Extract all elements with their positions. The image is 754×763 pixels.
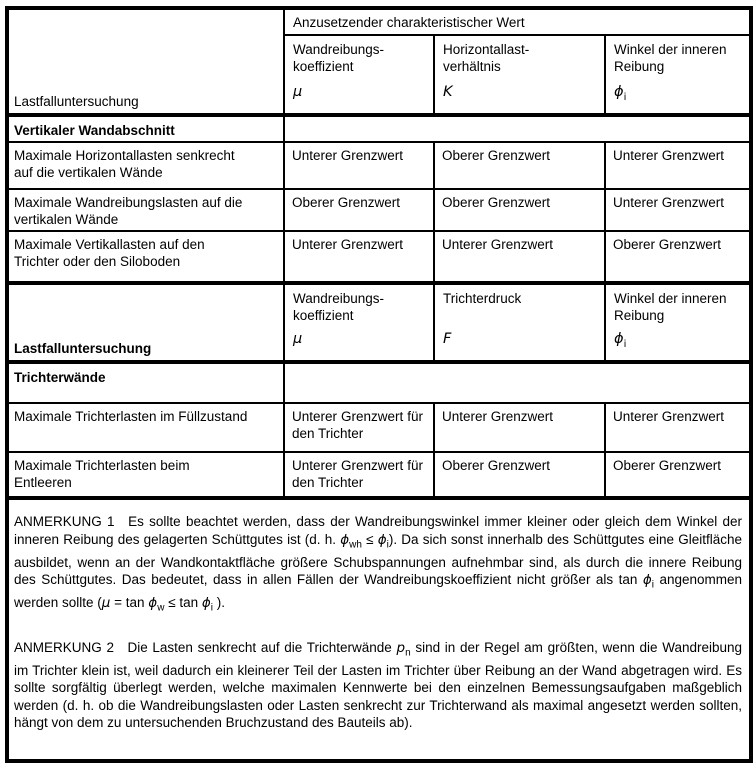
cell-value: Oberer Grenzwert	[605, 452, 751, 498]
notes-row	[7, 498, 751, 761]
section-title-vertical-wall: Vertikaler Wandabschnitt	[7, 115, 284, 142]
column-header-winkel-innere-reibung	[605, 35, 751, 115]
cell-value: Unterer Grenzwert	[434, 231, 605, 283]
notes-cell	[7, 498, 751, 761]
load-case-table	[5, 6, 753, 763]
group-title: Anzusetzender charakteristischer Wert	[284, 8, 751, 35]
column-header-wandreibungskoeffizient	[284, 35, 434, 115]
column-header-line: Wandreibungs-	[293, 42, 385, 57]
cell-value: Unterer Grenzwert	[434, 403, 605, 452]
column-header-line: Winkel der inneren	[614, 291, 727, 306]
table-row	[7, 452, 751, 498]
cell-value: Unterer Grenzwert für den Trichter	[284, 452, 434, 498]
cell-value: Unterer Grenzwert	[284, 231, 434, 283]
column-header-line: Trichterdruck	[443, 291, 522, 306]
column-header-line: koeffizient	[293, 308, 354, 323]
column-header-line: verhältnis	[443, 59, 501, 74]
header-row-columns-2	[7, 283, 751, 362]
cell-value: Oberer Grenzwert	[434, 189, 605, 231]
section-empty-cell	[284, 115, 751, 142]
symbol-F: F	[443, 331, 452, 348]
column-header-wandreibungskoeffizient-2	[284, 283, 434, 362]
section-row-hopper-walls	[7, 362, 751, 403]
table-row	[7, 231, 751, 283]
cell-value: Oberer Grenzwert	[434, 142, 605, 189]
row-label: Maximale Horizontallasten senkrecht auf die vertikalen Wände	[7, 142, 284, 189]
column-header-line: Reibung	[614, 59, 665, 74]
symbol-mu: μ	[293, 331, 303, 348]
symbol-K: K	[443, 84, 453, 101]
column-header-line: koeffizient	[293, 59, 354, 74]
row-axis-label-1: Lastfalluntersuchung	[7, 8, 284, 115]
section-empty-cell	[284, 362, 751, 403]
row-label: Maximale Vertikallasten auf den Trichter oder den Siloboden	[7, 231, 284, 283]
note-1: ANMERKUNG 1 Es sollte beachtet werden, dass der Wandreibungswinkel immer kleiner oder gleich dem Winkel der inneren Reibung des gelagerten Schüttgutes ist (d. h. $\phi_{wh} \le \phi_i$). Da sich sonst innerhalb des Schüttgutes eine Gleitfläche ausbildet, wenn an der Wandkontaktfläche größere Schubspannungen aufnehmbar sind, als durch die innere Reibung des Schüttgutes. Das bedeutet, dass in allen Fällen der Wandreibungskoeffizient nicht größer als $\tan \phi_i$ angenommen werden sollte ($\mu = \tan \phi_w \le \tan \phi_i$ ).	[14, 514, 743, 615]
cell-value: Oberer Grenzwert	[434, 452, 605, 498]
symbol-phi-i: $\phi_i$	[614, 84, 627, 103]
column-header-line: Winkel der inneren	[614, 42, 727, 57]
table-row	[7, 403, 751, 452]
row-axis-label-2: Lastfalluntersuchung	[7, 283, 284, 362]
table-row	[7, 189, 751, 231]
note-2: ANMERKUNG 2 Die Lasten senkrecht auf die Trichterwände $p_n$ sind in der Regel am größten, wenn die Wandreibung im Trichter klein ist, weil dadurch ein kleinerer Teil der Lasten im Trichter über Reibung an der Wand abgetragen wird. Es sollte sorgfältig überlegt werden, welche maximalen Kennwerte bei den einzelnen Bemessungsaufgaben maßgeblich werden (d. h. ob die Wandreibungslasten oder Lasten senkrecht zur Trichterwand als maximal angesetzt werden sollten, hängt von dem zu untersuchenden Bruchzustand des Bauteils ab).	[14, 639, 743, 731]
column-header-winkel-innere-reibung-2	[605, 283, 751, 362]
cell-value: Unterer Grenzwert	[605, 189, 751, 231]
section-title-hopper-walls: Trichterwände	[7, 362, 284, 403]
column-header-line: Horizontallast-	[443, 42, 530, 57]
row-label: Maximale Wandreibungslasten auf die vertikalen Wände	[7, 189, 284, 231]
row-label: Maximale Trichterlasten im Füllzustand	[7, 403, 284, 452]
column-header-horizontallastverhaeltnis	[434, 35, 605, 115]
cell-value: Oberer Grenzwert	[605, 231, 751, 283]
column-header-line: Wandreibungs-	[293, 291, 385, 306]
column-header-line: Reibung	[614, 308, 665, 323]
cell-value: Unterer Grenzwert	[605, 403, 751, 452]
header-row-group	[7, 8, 751, 35]
row-label: Maximale Trichterlasten beim Entleeren	[7, 452, 284, 498]
cell-value: Unterer Grenzwert	[284, 142, 434, 189]
symbol-mu: μ	[293, 84, 303, 101]
column-header-trichterdruck	[434, 283, 605, 362]
section-row-vertical-wall	[7, 115, 751, 142]
cell-value: Unterer Grenzwert für den Trichter	[284, 403, 434, 452]
symbol-phi-i: $\phi_i$	[614, 331, 627, 350]
table-row	[7, 142, 751, 189]
cell-value: Oberer Grenzwert	[284, 189, 434, 231]
cell-value: Unterer Grenzwert	[605, 142, 751, 189]
